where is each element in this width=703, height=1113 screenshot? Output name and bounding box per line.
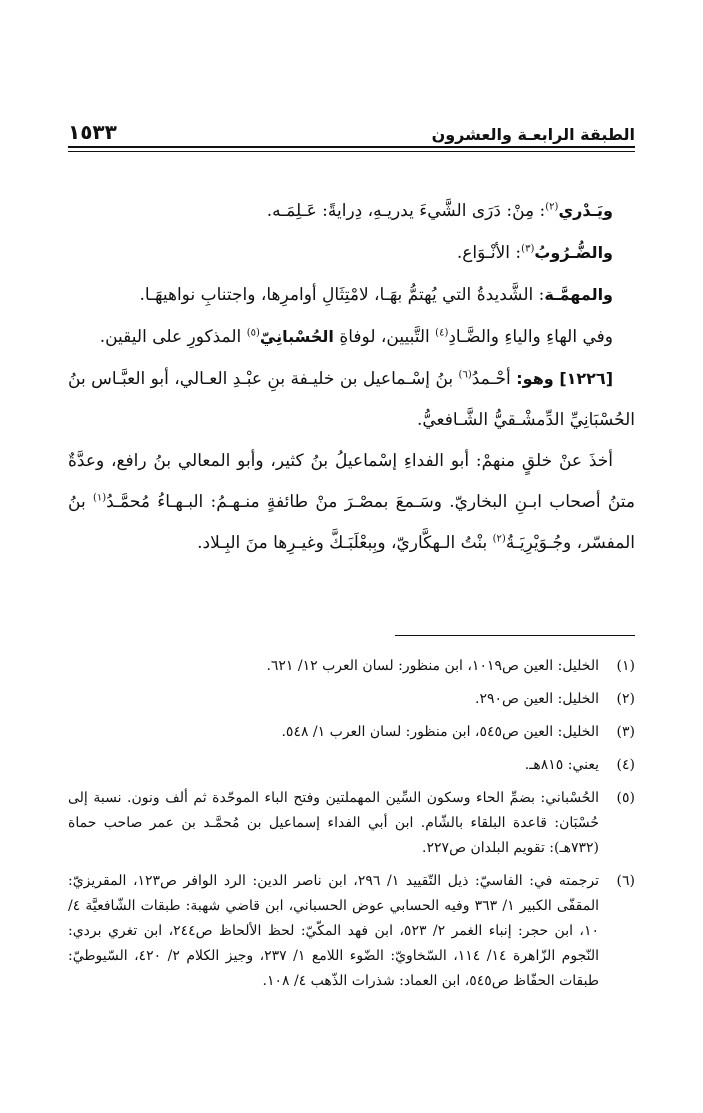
- footnote-number: (١): [616, 658, 635, 674]
- term-muhimma: والمهمَّـة: [544, 285, 613, 304]
- paragraph-tabyin: [68, 316, 635, 358]
- paragraph-teachers: [68, 441, 635, 564]
- paragraph-text: بنُ إسْـماعيل بن خليـفة بنِ عبْـدِ العـالي، أبو العبَّـاس بنُ الحُسْبَانِيِّ الدِّمشْـقيُّ الشَّـافعيُّ.: [68, 369, 635, 430]
- entry-1226: [68, 358, 635, 441]
- entry-number: [١٢٢٦]: [559, 369, 613, 388]
- footnote: [68, 654, 635, 679]
- footnote: [68, 687, 635, 712]
- paragraph-text: المذكورِ على اليقين.: [99, 327, 247, 347]
- page-number: ١٥٣٣: [68, 120, 117, 144]
- footnote-text: الخليل: العين ص٢٩٠.: [474, 691, 599, 707]
- paragraph-text: بنُ المفسّر، وجُـوَيْرِيَـةُ: [68, 492, 635, 553]
- footnote: [68, 720, 635, 745]
- footnote: [68, 869, 635, 994]
- paragraph-text: : الشَّديدةُ التي يُهتمُّ بهَـا، لامْتِثَالِ أوامرِها، واجتنابِ نواهيهَـا.: [139, 285, 545, 305]
- running-header: [68, 112, 635, 144]
- footnote-ref: (٦): [458, 369, 472, 381]
- footnote-ref: (٣): [521, 243, 535, 255]
- footnote-text: يعني: ٨١٥هـ.: [524, 757, 599, 773]
- footnote: [68, 786, 635, 861]
- footnote-ref: (٢): [545, 201, 559, 213]
- paragraph-text: أحْـمدُ: [471, 369, 511, 389]
- chapter-title: الطبقة الرابعـة والعشرون: [431, 125, 635, 144]
- footnote-ref: (١): [92, 492, 107, 504]
- footnote-ref: (٥): [246, 327, 260, 339]
- footnote-number: (٦): [616, 873, 635, 889]
- footnote-ref: (٤): [435, 327, 449, 339]
- paragraph-text: : مِنْ: دَرَى الشَّيءَ يدريـهِ، دِرايةً: عَـلِمَـه.: [266, 201, 546, 221]
- paragraph-text: بنْتُ الـهكَّاريّ، وبِبعْلَبَـكَّ وغيـرِها منَ البِـلاد.: [197, 533, 493, 553]
- footnote-text: الحُسْباني: بضمِّ الحاء وسكون السِّين المهملتين وفتح الباء الموحّدة ثم ألف ونون. نسبة إلى حُسْبَان: قاعدة البلقاء بالشّام. ابن أبي الفداء إسماعيل بن مُحمَّـد بن عمر صاحب حماة (٧٣٢هـ): تقويم البلدان ص٢٢٧.: [68, 790, 599, 856]
- entry-head: وهو:: [510, 369, 560, 388]
- footnote-number: (٥): [616, 790, 635, 806]
- footnote: [68, 753, 635, 778]
- header-rule: [68, 146, 635, 152]
- footnote-separator: [395, 635, 635, 636]
- paragraph-text: : الأنْـوَاع.: [456, 243, 522, 263]
- term-durub: والضُّـرُوبُ: [534, 243, 613, 262]
- person-name: الحُسْبانِيّ: [259, 327, 334, 346]
- footnote-number: (٤): [616, 757, 635, 773]
- main-text: [68, 190, 635, 564]
- paragraph-muhimma: [68, 274, 635, 316]
- paragraph-yadri: [68, 190, 635, 232]
- paragraph-text: أخذَ عنْ خلقٍ منهمْ: أبو الفداءِ إسْماعيلُ بنُ كثير، وأبو المعالي بنُ رافع، وعدَّةٌ متنُ أصحاب ابـنِ البخاريّ. وسَـمعَ بمصْـرَ منْ طائفةٍ منـهـمُ: البـهـاءُ مُحمَّـدُ: [68, 451, 636, 512]
- paragraph-text: التَّبيين، لوفاةِ: [333, 327, 436, 347]
- footnotes: [68, 654, 635, 1002]
- footnote-number: (٣): [616, 724, 635, 740]
- paragraph-durub: [68, 232, 635, 274]
- footnote-number: (٢): [616, 691, 635, 707]
- footnote-text: الخليل: العين ص٥٤٥، ابن منظور: لسان العرب ١/ ٥٤٨.: [281, 724, 599, 740]
- term-yadri: ويَـدْري: [558, 201, 613, 220]
- footnote-ref: (٢): [492, 533, 506, 545]
- footnote-text: ترجمته في: الفاسيّ: ذيل التّقييد ١/ ٢٩٦، ابن ناصر الدين: الرد الوافر ص١٢٣، المقريزيّ: المقفّى الكبير ١/ ٣٦٣ وفيه الحسابي عوض الحسباني، ابن قاضي شهبة: طبقات الشّافعيَّة ٤/ ١٠، ابن حجر: إنباء الغمر ٢/ ٥٢٣، ابن فهد المكّيّ: لحظ الألحاظ ص٢٤٤، ابن تغري بردي: النّجوم الزّاهرة ١٤/ ١١٤، السّخاويّ: الضّوء اللامع ١/ ٢٣٧، وجيز الكلام ٢/ ٤٢٠، السّيوطيّ: طبقات الحفّاظ ص٥٤٥، ابن العماد: شذرات الذّهب ٤/ ١٠٨.: [68, 873, 600, 989]
- footnote-text: الخليل: العين ص١٠١٩، ابن منظور: لسان العرب ١٢/ ٦٢١.: [266, 658, 599, 674]
- paragraph-text: وفي الهاءِ والياءِ والضَّـادِ: [448, 327, 613, 347]
